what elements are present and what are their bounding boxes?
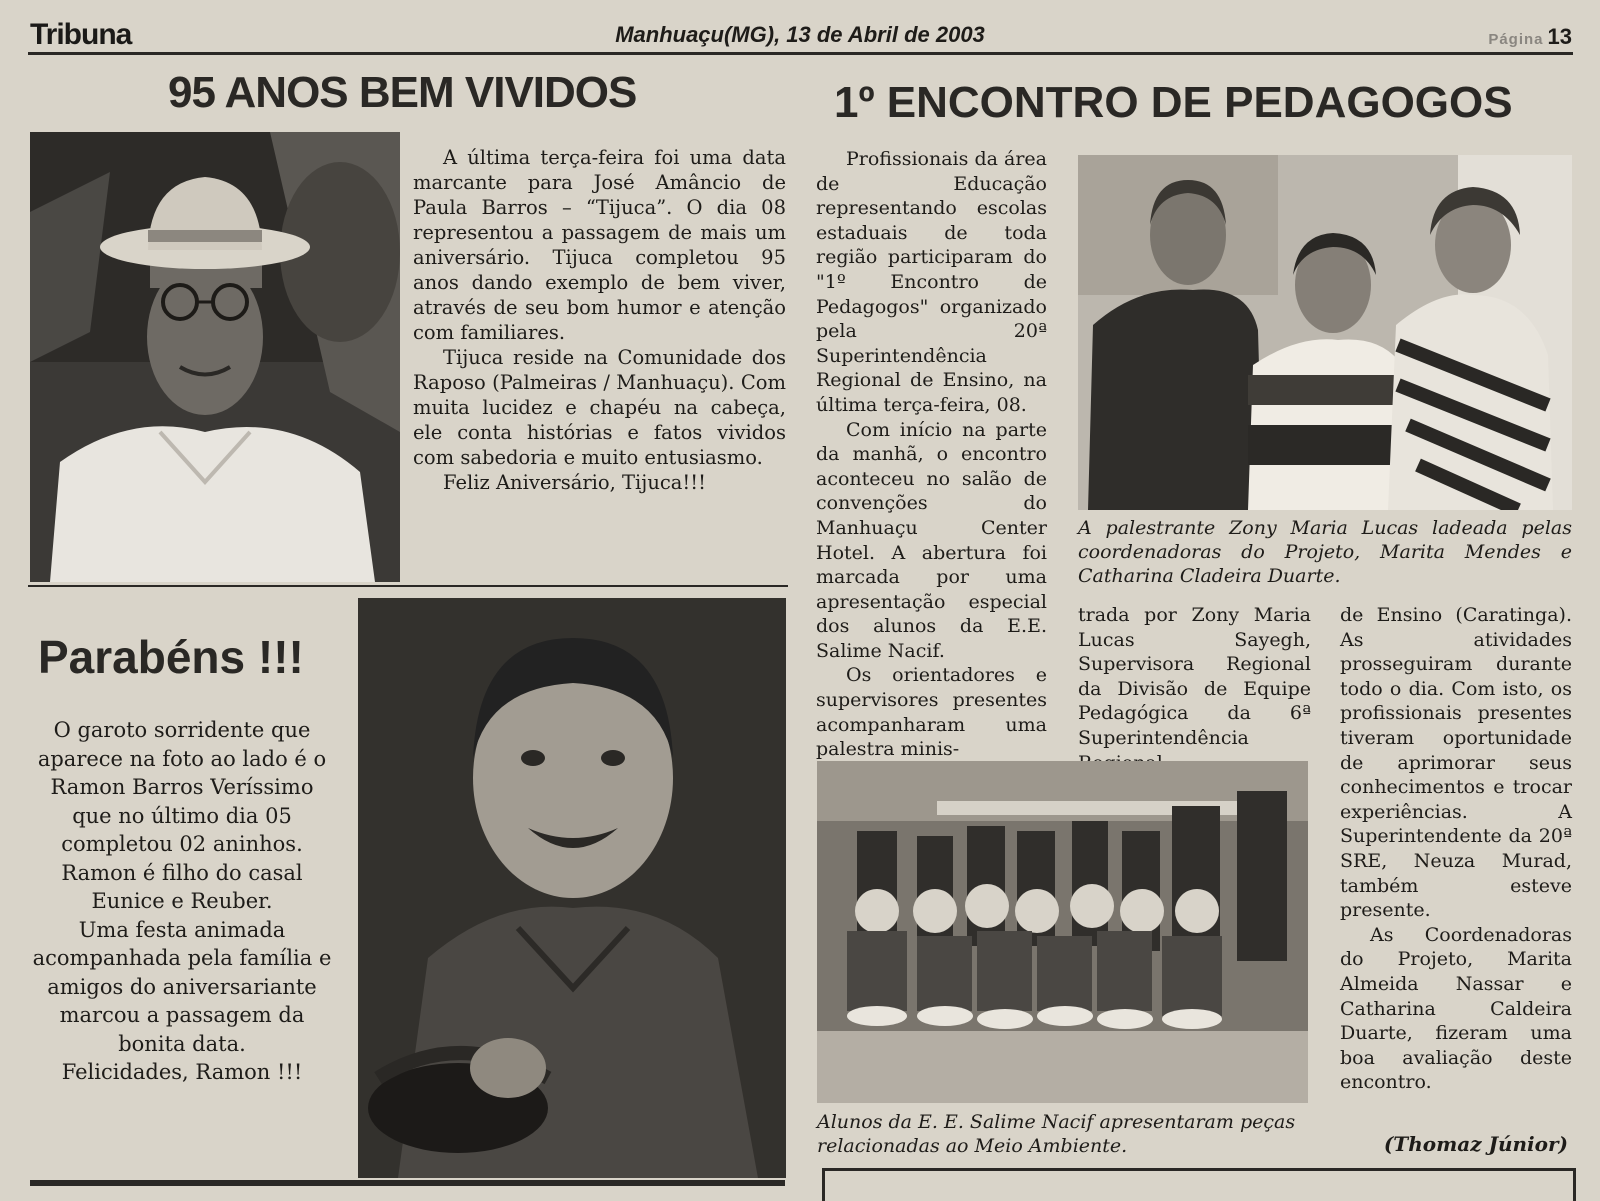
photo-students-performance (817, 761, 1308, 1103)
dateline: Manhuaçu(MG), 13 de Abril de 2003 (615, 22, 985, 47)
article1-paragraph: Feliz Aniversário, Tijuca!!! (443, 471, 706, 494)
photo-smiling-boy (358, 598, 786, 1178)
article3-paragraph: trada por Zony Maria Lucas Sayegh, Supervisora Regional da Divisão de Equipe Pedagógica da 6ª Superintendência (1078, 604, 1311, 749)
article3-column-1 (816, 147, 1047, 762)
article2-body (32, 716, 332, 1087)
article3-column-2 (1078, 603, 1311, 775)
newspaper-logo: Tribuna (30, 18, 132, 51)
article2-paragraph: Uma festa animada acompanhada pela família e amigos do aniversariante marcou a passagem da bonita data. (32, 917, 332, 1056)
photo-elderly-man (30, 132, 400, 582)
masthead-rule (28, 52, 1573, 55)
section-divider (28, 585, 788, 587)
bottom-rule-left (30, 1180, 785, 1186)
article1-paragraph: A última terça-feira foi uma data marcante para José Amâncio de Paula Barros – “Tijuca”. O dia 08 representou a passagem de mais um aniversário. Tijuca completou 95 anos dando exemplo de bem viver, através de seu bom humor e atenção com familiares. (413, 146, 786, 344)
article2-paragraph: O garoto sorridente que aparece na foto ao lado é o Ramon Barros Veríssimo que no último dia 05 completou 02 aninhos. Ramon é filho do casal Eunice e Reuber. (37, 718, 327, 913)
article3-paragraph: Com início na parte da manhã, o encontro aconteceu no salão de convenções do Manhuaçu Center Hotel. A abertura foi marcada por uma apresentação especial dos alunos da E.E. Salime Nacif. (816, 418, 1047, 662)
page-number-value: 13 (1547, 24, 1572, 49)
article3-paragraph: As Coordenadoras do Projeto, Marita Almeida Nassar e Catharina Caldeira Duarte, fizeram uma boa avaliação deste encontro. (1340, 923, 1572, 1094)
photo-three-women (1078, 155, 1572, 510)
article2-paragraph: Felicidades, Ramon !!! (61, 1060, 303, 1084)
photo-caption-women: A palestrante Zony Maria Lucas ladeada pelas coordenadoras do Projeto, Marita Mendes e Catharina Cladeira Duarte. (1078, 517, 1572, 587)
article3-paragraph: Profissionais da área de Educação representando escolas estaduais de toda região participaram do "1º Encontro de Pedagogos" organizado pela 20ª Superintendência Regional de Ensino, na última terça-feira, 08. (816, 148, 1047, 416)
article3-column-3 (1340, 603, 1572, 1095)
bottom-box-border (822, 1168, 1576, 1201)
article-headline-encontro: 1º ENCONTRO DE PEDAGOGOS (834, 78, 1513, 127)
page-label: Página (1488, 31, 1544, 48)
article-headline-95-anos: 95 ANOS BEM VIVIDOS (168, 68, 637, 117)
article1-paragraph: Tijuca reside na Comunidade dos Raposo (Palmeiras / Manhuaçu). Com muita lucidez e chapéu na cabeça, ele conta histórias e fatos vividos com sabedoria e muito entusiasmo. (413, 346, 786, 469)
article3-paragraph: de Ensino (Caratinga). As atividades prosseguiram durante todo o dia. Com isto, os profissionais presentes tiveram oportunidade de aprimorar seus conhecimentos e trocar experiências. A Superintendente da 20ª SRE, Neuza Murad, também esteve presente. (1340, 604, 1572, 922)
photo-caption-students: Alunos da E. E. Salime Nacif apresentaram peças relacionadas ao Meio Ambiente. (817, 1111, 1296, 1157)
article3-paragraph: Os orientadores e supervisores presentes acompanharam uma palestra minis- (816, 664, 1047, 761)
article-headline-parabens: Parabéns !!! (38, 631, 304, 683)
page-number (1488, 24, 1572, 50)
article1-body (413, 145, 786, 495)
author-credit: (Thomaz Júnior) (1383, 1132, 1568, 1156)
